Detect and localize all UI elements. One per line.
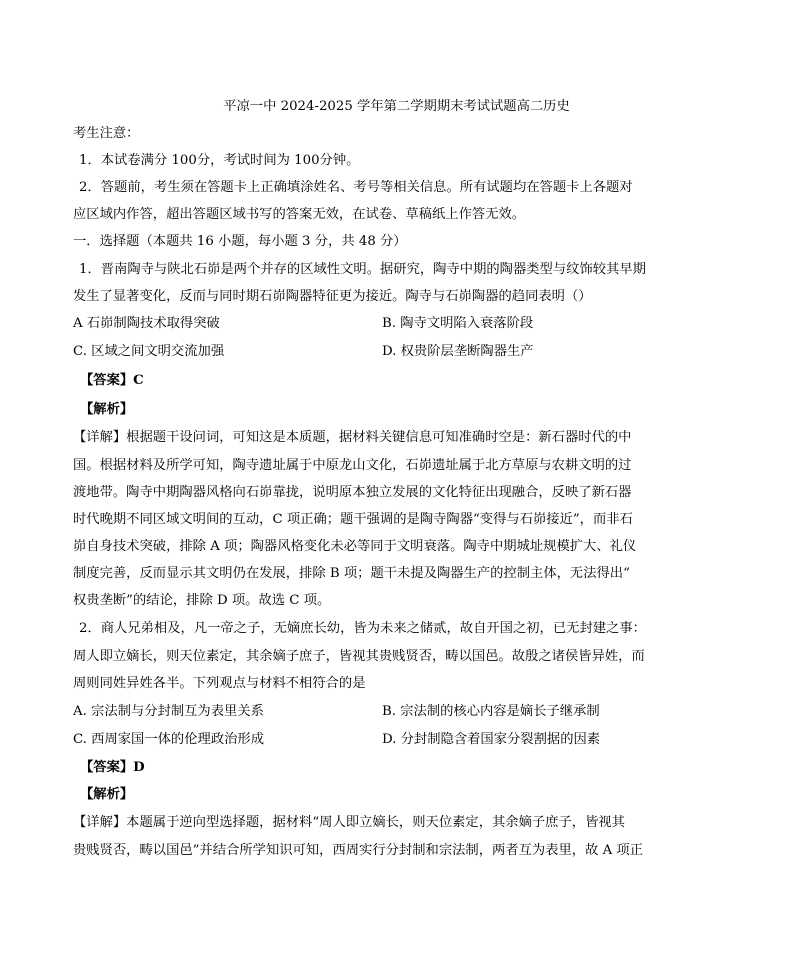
question-2-analysis-line: 贵贱贤否，畴以国邑”并结合所学知识可知，西周实行分封制和宗法制，两者互为表里，故 A 项正 [73, 843, 644, 858]
notice-line: 1．本试卷满分 100分，考试时间为 100分钟。 [79, 153, 360, 168]
question-1-analysis-label: 【解析】 [80, 402, 134, 417]
question-2-option-b: B. 宗法制的核心内容是嫡长子继承制 [382, 704, 600, 719]
question-1-analysis-line: 制度完善，反而显示其文明仍在发展，排除 B 项；题干未提及陶器生产的控制主体，无法得出“ [73, 566, 630, 581]
question-2-stem: 周人即立嫡长，则天位素定，其余嫡子庶子，皆视其贵贱贤否，畴以国邑。故殷之诸侯皆异姓，而 [73, 649, 645, 664]
question-2-answer: 【答案】D [80, 760, 145, 775]
question-2-option-c: C. 西周家国一体的伦理政治形成 [73, 732, 265, 747]
exam-title: 平凉一中 2024-2025 学年第二学期期末考试试题高二历史 [223, 99, 570, 114]
notice-line: 2．答题前，考生须在答题卡上正确填涂姓名、考号等相关信息。所有试题均在答题卡上各题对 [79, 180, 633, 195]
question-2-analysis-label: 【解析】 [80, 787, 134, 802]
question-1-analysis-line: 【详解】根据题干设问词，可知这是本质题，据材料关键信息可知准确时空是：新石器时代的中 [73, 430, 632, 445]
question-1-option-d: D. 权贵阶层垄断陶器生产 [382, 344, 534, 359]
question-2-stem: 周则同姓异姓各半。下列观点与材料不相符合的是 [73, 676, 366, 691]
notice-line: 应区域内作答，超出答题区域书写的答案无效，在试卷、草稿纸上作答无效。 [73, 207, 526, 222]
question-1-analysis-line: 权贵垄断”的结论，排除 D 项。故选 C 项。 [73, 593, 331, 608]
notice-heading: 考生注意： [73, 126, 140, 141]
question-2-analysis-line: 【详解】本题属于逆向型选择题，据材料“周人即立嫡长，则天位素定，其余嫡子庶子，皆视其 [73, 815, 625, 830]
question-1-analysis-line: 时代晚期不同区域文明间的互动，C 项正确；题干强调的是陶寺陶器“变得与石峁接近”，而非石 [73, 512, 633, 527]
question-1-stem: 1．晋南陶寺与陕北石峁是两个并存的区域性文明。据研究，陶寺中期的陶器类型与纹饰较其早期 [79, 262, 646, 277]
question-2-stem: 2．商人兄弟相及，凡一帝之子，无嫡庶长幼，皆为未来之储贰，故自开国之初，已无封建之事： [79, 621, 646, 636]
question-2-option-a: A. 宗法制与分封制互为表里关系 [73, 704, 264, 719]
question-1-option-c: C. 区域之间文明交流加强 [73, 344, 225, 359]
question-2-option-d: D. 分封制隐含着国家分裂割据的因素 [382, 732, 601, 747]
question-1-analysis-line: 渡地带。陶寺中期陶器风格向石峁靠拢，说明原本独立发展的文化特征出现融合，反映了新石器 [73, 485, 632, 500]
question-1-option-a: A 石峁制陶技术取得突破 [73, 316, 220, 331]
question-1-stem: 发生了显著变化，反而与同时期石峁陶器特征更为接近。陶寺与石峁陶器的趋同表明（） [73, 289, 592, 304]
question-1-option-b: B. 陶寺文明陷入衰落阶段 [382, 316, 534, 331]
section-heading: 一．选择题（本题共 16 小题，每小题 3 分，共 48 分） [73, 234, 407, 249]
question-1-analysis-line: 峁自身技术突破，排除 A 项；陶器风格变化未必等同于文明衰落。陶寺中期城址规模扩大、礼仪 [73, 539, 637, 554]
question-1-answer: 【答案】C [80, 373, 144, 388]
question-1-analysis-line: 国。根据材料及所学可知，陶寺遗址属于中原龙山文化，石峁遗址属于北方草原与农耕文明的过 [73, 458, 632, 473]
